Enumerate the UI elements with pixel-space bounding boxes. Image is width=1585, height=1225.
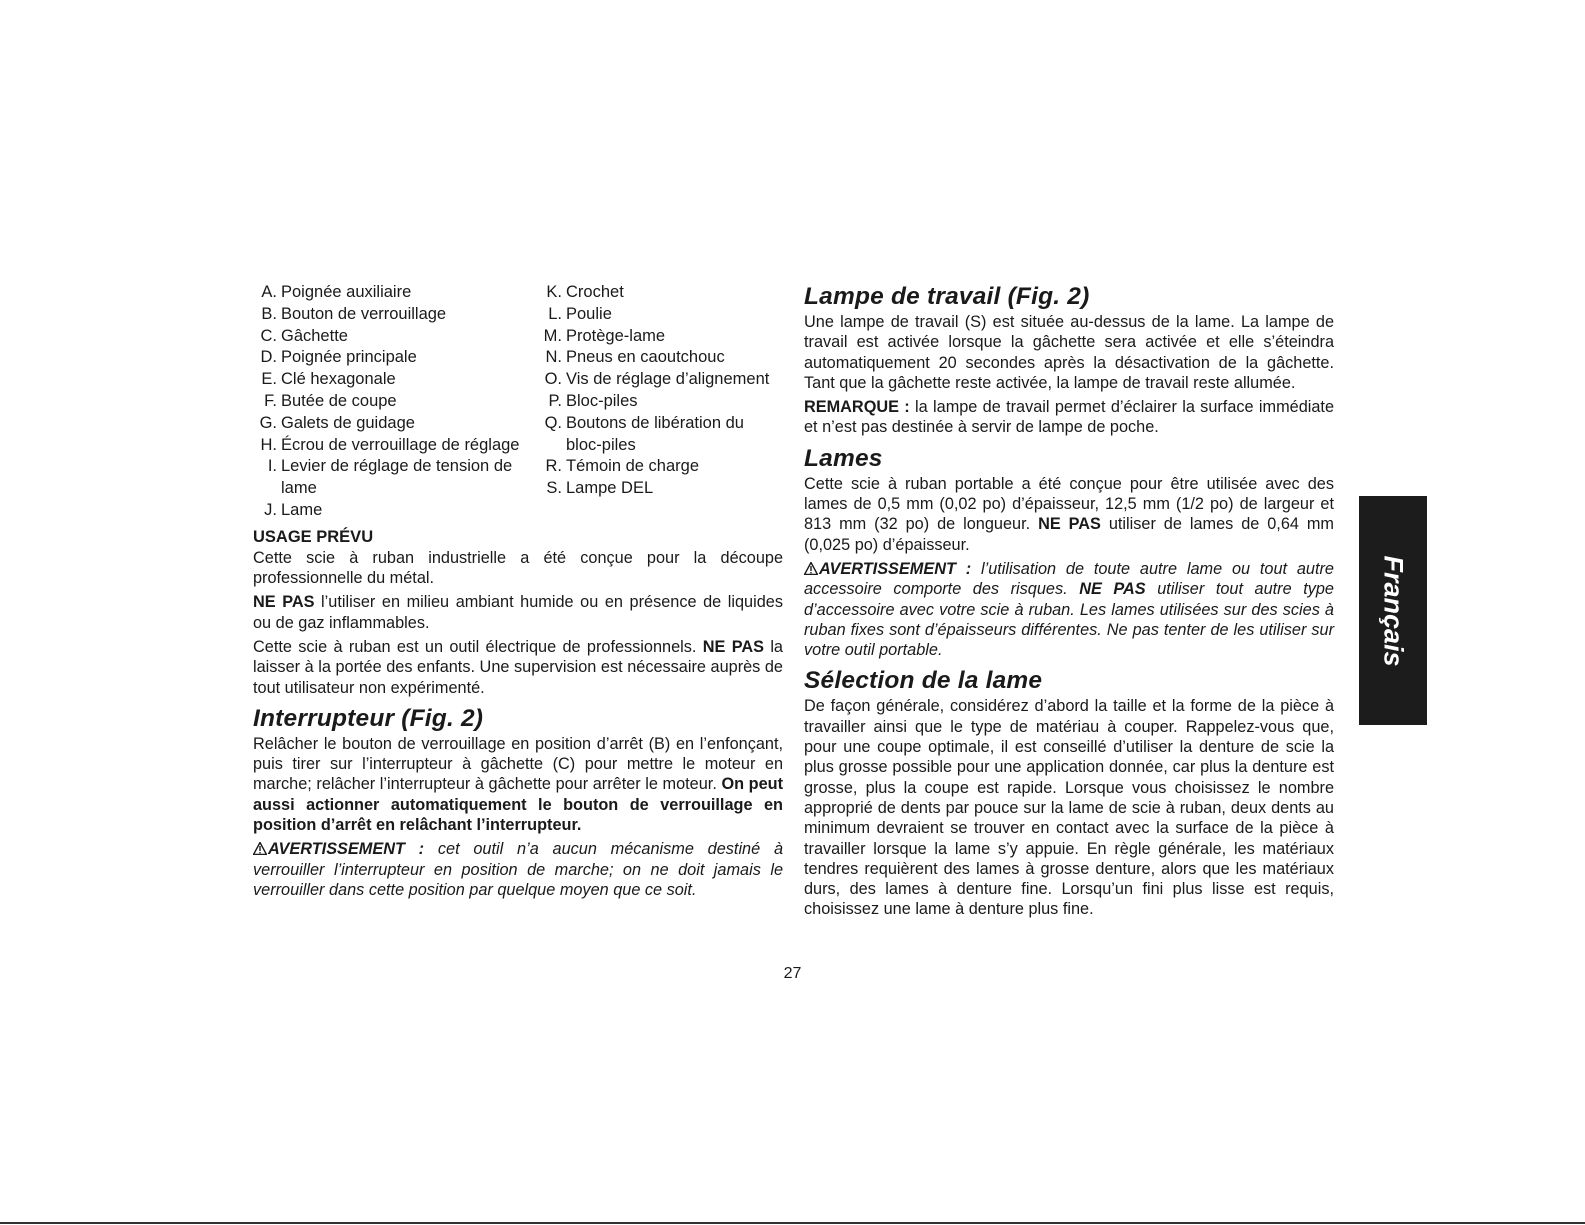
blade-selection-heading: Sélection de la lame <box>804 667 1043 695</box>
parts-list-item <box>253 304 538 326</box>
switch-paragraph: Relâcher le bouton de verrouillage en position d’arrêt (B) en l’enfonçant, puis tirer sur l’interrupteur à gâchette (C) pour mettre le moteur en marche; relâcher l’interrupteur à gâchette pour arrêter le moteur. On peut aussi actionner automatiquement le bouton de verrouillage en position d’arrêt en relâchant l’interrupteur. <box>253 734 783 835</box>
parts-list-item <box>538 347 783 369</box>
part-letter: M. <box>543 326 562 345</box>
part-letter: G. <box>259 413 277 432</box>
parts-list-item <box>253 413 538 435</box>
parts-list-item <box>538 304 783 326</box>
usage-heading: USAGE PRÉVU <box>253 527 374 546</box>
parts-list-item <box>538 456 783 478</box>
part-name: Pneus en caoutchouc <box>566 348 725 367</box>
parts-list-item <box>253 347 538 369</box>
part-name: Clé hexagonale <box>281 370 396 389</box>
parts-list-item <box>253 435 538 457</box>
part-letter: F. <box>264 391 277 410</box>
blades-warning: AVERTISSEMENT : l’utilisation de toute autre lame ou tout autre accessoire comporte des risques. NE PAS utiliser tout autre type d’accessoire avec votre scie à ruban. Les lames utilisées sur des scies à ruban fixes sont d’épaisseurs différentes. Ne pas tenter de les utiliser sur votre outil portable. <box>804 559 1334 660</box>
part-name: Gâchette <box>281 326 348 345</box>
part-letter: A. <box>261 283 277 301</box>
part-name: Poulie <box>566 304 612 323</box>
part-name: Galets de guidage <box>281 413 415 432</box>
worklight-paragraph: Une lampe de travail (S) est située au-dessus de la lame. La lampe de travail est activée lorsque la gâchette sera activée et elle s’éteindra automatiquement 20 secondes après la désactivation de la gâchette. Tant que la gâchette reste activée, la lampe de travail reste allumée. <box>804 313 1334 392</box>
parts-list-item <box>253 500 538 522</box>
usage-paragraph-1: Cette scie à ruban industrielle a été conçue pour la découpe professionnelle du métal. <box>253 548 783 588</box>
part-letter: O. <box>544 370 562 389</box>
part-name: Lame <box>281 500 323 519</box>
part-letter: J. <box>264 500 277 519</box>
usage-paragraph-3: Cette scie à ruban est un outil électrique de professionnels. NE PAS la laisser à la portée des enfants. Une supervision est nécessaire auprès de tout utilisateur non expérimenté. <box>253 637 783 697</box>
parts-list-item <box>253 369 538 391</box>
part-name: Protège-lame <box>566 326 666 345</box>
parts-list-item <box>538 413 783 457</box>
part-name: Écrou de verrouillage de réglage <box>281 435 520 454</box>
part-letter: Q. <box>544 413 562 432</box>
language-tab-label: Français <box>1378 554 1409 667</box>
part-letter: B. <box>261 304 277 323</box>
part-name: Témoin de charge <box>566 457 699 476</box>
part-letter: P. <box>548 391 562 410</box>
part-letter: E. <box>261 370 277 389</box>
part-name: Butée de coupe <box>281 391 397 410</box>
warning-triangle-icon <box>804 562 818 575</box>
parts-list-col2 <box>538 282 783 522</box>
part-name: Bloc-piles <box>566 391 638 410</box>
language-tab <box>1359 496 1427 725</box>
part-letter: H. <box>260 435 277 454</box>
part-name: Poignée principale <box>281 348 417 367</box>
blades-paragraph: Cette scie à ruban portable a été conçue pour être utilisée avec des lames de 0,5 mm (0,02 po) d’épaisseur, 12,5 mm (1/2 po) de largeur et 813 mm (32 po) de longueur. NE PAS utiliser de lames de 0,64 mm (0,025 po) d’épaisseur. <box>804 474 1334 554</box>
bottom-divider <box>0 1222 1585 1224</box>
warning-triangle-icon <box>253 842 267 855</box>
parts-list-item <box>538 391 783 413</box>
worklight-heading: Lampe de travail (Fig. 2) <box>804 283 1090 310</box>
part-name: Vis de réglage d’alignement <box>566 370 770 389</box>
part-name: Lampe DEL <box>566 479 654 498</box>
page-number: 27 <box>783 965 802 982</box>
parts-list-col1 <box>253 282 538 522</box>
blades-heading: Lames <box>804 444 883 472</box>
part-name: Poignée auxiliaire <box>281 283 412 301</box>
part-letter: S. <box>546 479 562 498</box>
part-letter: R. <box>545 457 562 476</box>
parts-list <box>253 282 783 522</box>
part-name: Levier de réglage de tension de lame <box>281 457 513 498</box>
switch-heading: Interrupteur (Fig. 2) <box>253 704 484 732</box>
part-letter: I. <box>267 457 277 476</box>
part-name: Bouton de verrouillage <box>281 304 447 323</box>
part-name: Crochet <box>566 283 624 301</box>
right-column <box>804 282 1334 924</box>
part-letter: C. <box>260 326 277 345</box>
blade-selection-paragraph: De façon générale, considérez d’abord la taille et la forme de la pièce à travailler ainsi que le type de matériau à couper. Rappelez-vous que, pour une coupe optimale, il est conseillé d’utiliser la denture de scie la plus grosse possible pour une application donnée, car plus la denture est grosse, plus la coupe est rapide. Lorsque vous choisissez le nombre approprié de dents par pouce sur la lame de scie à ruban, deux dents au minimum devraient se trouver en contact avec la surface de la pièce à travailler lorsque la lame s’y appuie. En règle générale, les matériaux tendres requièrent des lames à grosse denture, alors que les matériaux durs, des lames à denture fine. Lorsqu’un fini plus lisse est requis, choisissez une lame à denture plus fine. <box>804 697 1334 919</box>
worklight-note: REMARQUE : la lampe de travail permet d’éclairer la surface immédiate et n’est pas destinée à servir de lampe de poche. <box>804 398 1334 437</box>
switch-warning: AVERTISSEMENT : cet outil n’a aucun mécanisme destiné à verrouiller l’interrupteur en position de marche; on ne doit jamais le verrouiller dans cette position par quelque moyen que ce soit. <box>253 840 783 899</box>
parts-list-item <box>253 391 538 413</box>
left-column <box>253 282 783 904</box>
parts-list-item <box>538 282 783 304</box>
parts-list-item <box>538 478 783 500</box>
parts-list-item <box>538 369 783 391</box>
part-letter: K. <box>546 283 562 301</box>
parts-list-item <box>253 326 538 348</box>
parts-list-item <box>538 326 783 348</box>
part-letter: N. <box>545 348 562 367</box>
parts-list-item <box>253 282 538 304</box>
part-letter: L. <box>548 304 562 323</box>
usage-paragraph-2: NE PAS l’utiliser en milieu ambiant humide ou en présence de liquides ou de gaz inflammables. <box>253 593 783 632</box>
parts-list-item <box>253 456 538 500</box>
part-name: Boutons de libération du bloc-piles <box>566 413 744 454</box>
part-letter: D. <box>260 348 277 367</box>
